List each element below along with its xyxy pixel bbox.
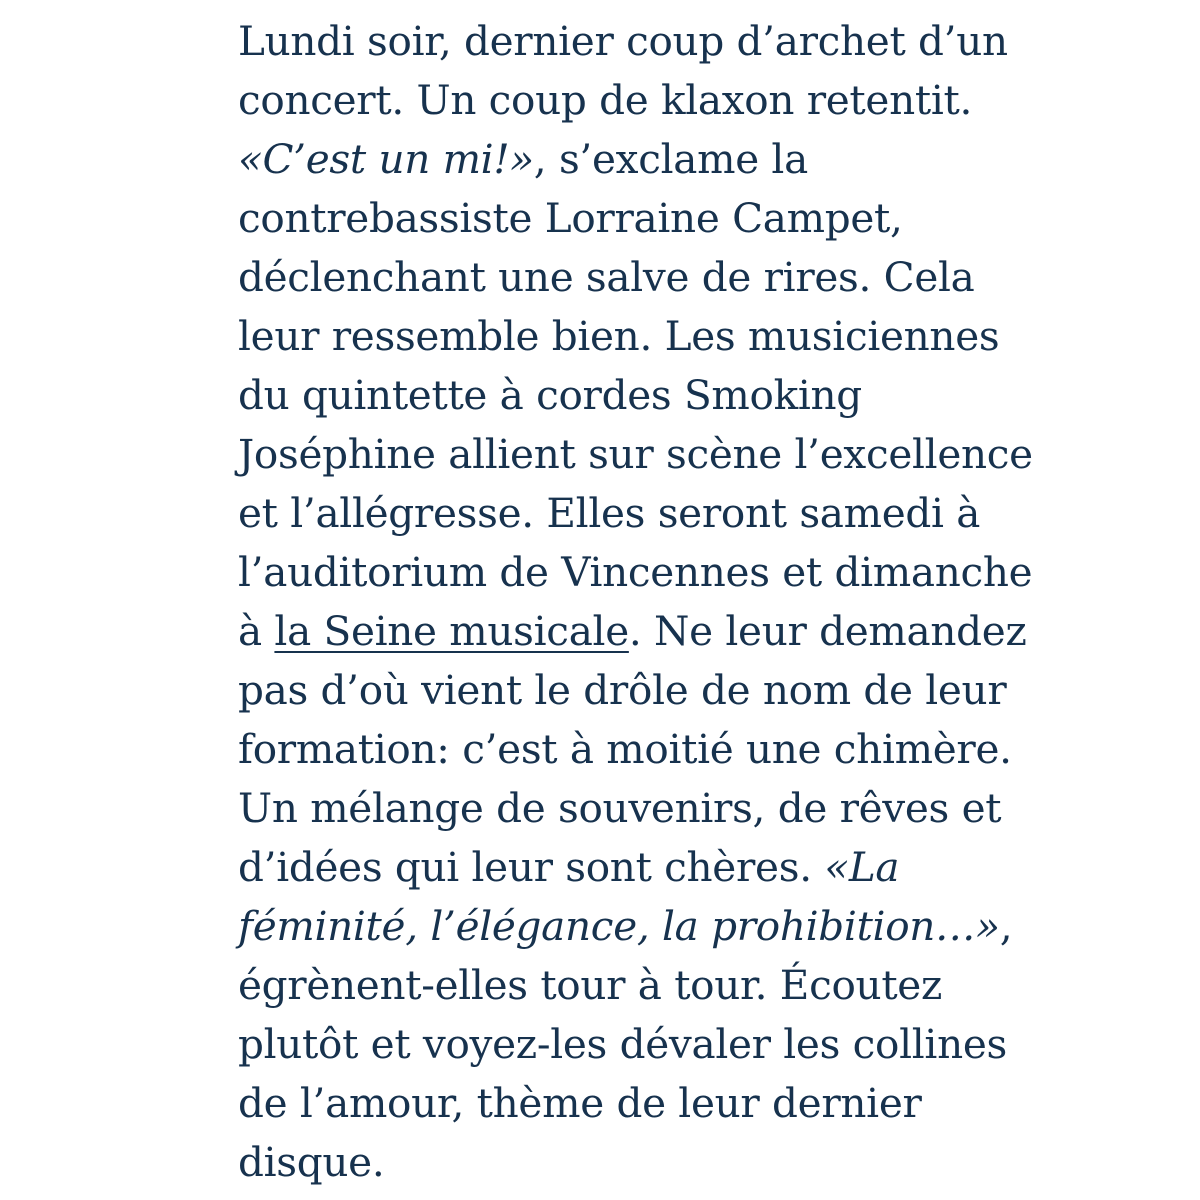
quote-feminite: féminité, l’élégance, la prohibition…» [238, 902, 1000, 950]
paragraph-line [238, 779, 1002, 838]
paragraph-line [238, 248, 975, 307]
text-segment: Joséphine allient sur scène l’excellence [238, 430, 1033, 478]
paragraph-line [238, 838, 968, 897]
paragraph-line [238, 130, 968, 189]
text-segment: d’idées qui leur sont chères. [238, 843, 825, 891]
paragraph-line [238, 484, 981, 543]
paragraph-line [238, 720, 1012, 779]
text-segment: Lundi soir, dernier coup d’archet d’un [238, 17, 1008, 65]
paragraph-line [238, 897, 1013, 956]
text-segment: disque. [238, 1138, 385, 1186]
text-segment: Un mélange de souvenirs, de rêves et [238, 784, 1002, 832]
paragraph-line [238, 956, 968, 1015]
text-segment: . Ne leur demandez [628, 607, 1027, 655]
text-segment: , [999, 902, 1013, 950]
paragraph-line [238, 1133, 968, 1192]
paragraph-line [238, 602, 1027, 661]
quote-cest-un-mi: «C’est un mi!» [238, 135, 534, 183]
text-segment: formation: c’est à moitié une chimère. [238, 725, 1012, 773]
text-segment: , s’exclame la [533, 135, 808, 183]
text-segment: du quintette à cordes Smoking [238, 371, 862, 419]
text-segment: de l’amour, thème de leur dernier [238, 1079, 922, 1127]
paragraph-line [238, 307, 1000, 366]
paragraph-line [238, 12, 1008, 71]
text-segment: contrebassiste Lorraine Campet, [238, 194, 903, 242]
text-segment: plutôt et voyez-les dévaler les collines [238, 1020, 1008, 1068]
text-segment: concert. Un coup de klaxon retentit. [238, 76, 973, 124]
paragraph-line [238, 189, 968, 248]
paragraph-line [238, 425, 1033, 484]
text-segment: déclenchant une salve de rires. Cela [238, 253, 975, 301]
text-segment: pas d’où vient le drôle de nom de leur [238, 666, 1007, 714]
quote-feminite-start: «La [824, 843, 900, 891]
paragraph-line [238, 71, 973, 130]
text-segment: égrènent-elles tour à tour. Écoutez [238, 961, 943, 1009]
paragraph-line [238, 1015, 1008, 1074]
text-segment: l’auditorium de Vincennes et dimanche [238, 548, 1033, 596]
text-segment: leur ressemble bien. Les musiciennes [238, 312, 1000, 360]
seine-musicale-link[interactable]: la Seine musicale [274, 607, 629, 655]
paragraph-line [238, 543, 1033, 602]
paragraph-line [238, 661, 1007, 720]
article-paragraph [238, 12, 1033, 1192]
paragraph-line [238, 1074, 968, 1133]
text-segment: et l’allégresse. Elles seront samedi à [238, 489, 981, 537]
paragraph-line [238, 366, 968, 425]
text-segment: à [238, 607, 275, 655]
